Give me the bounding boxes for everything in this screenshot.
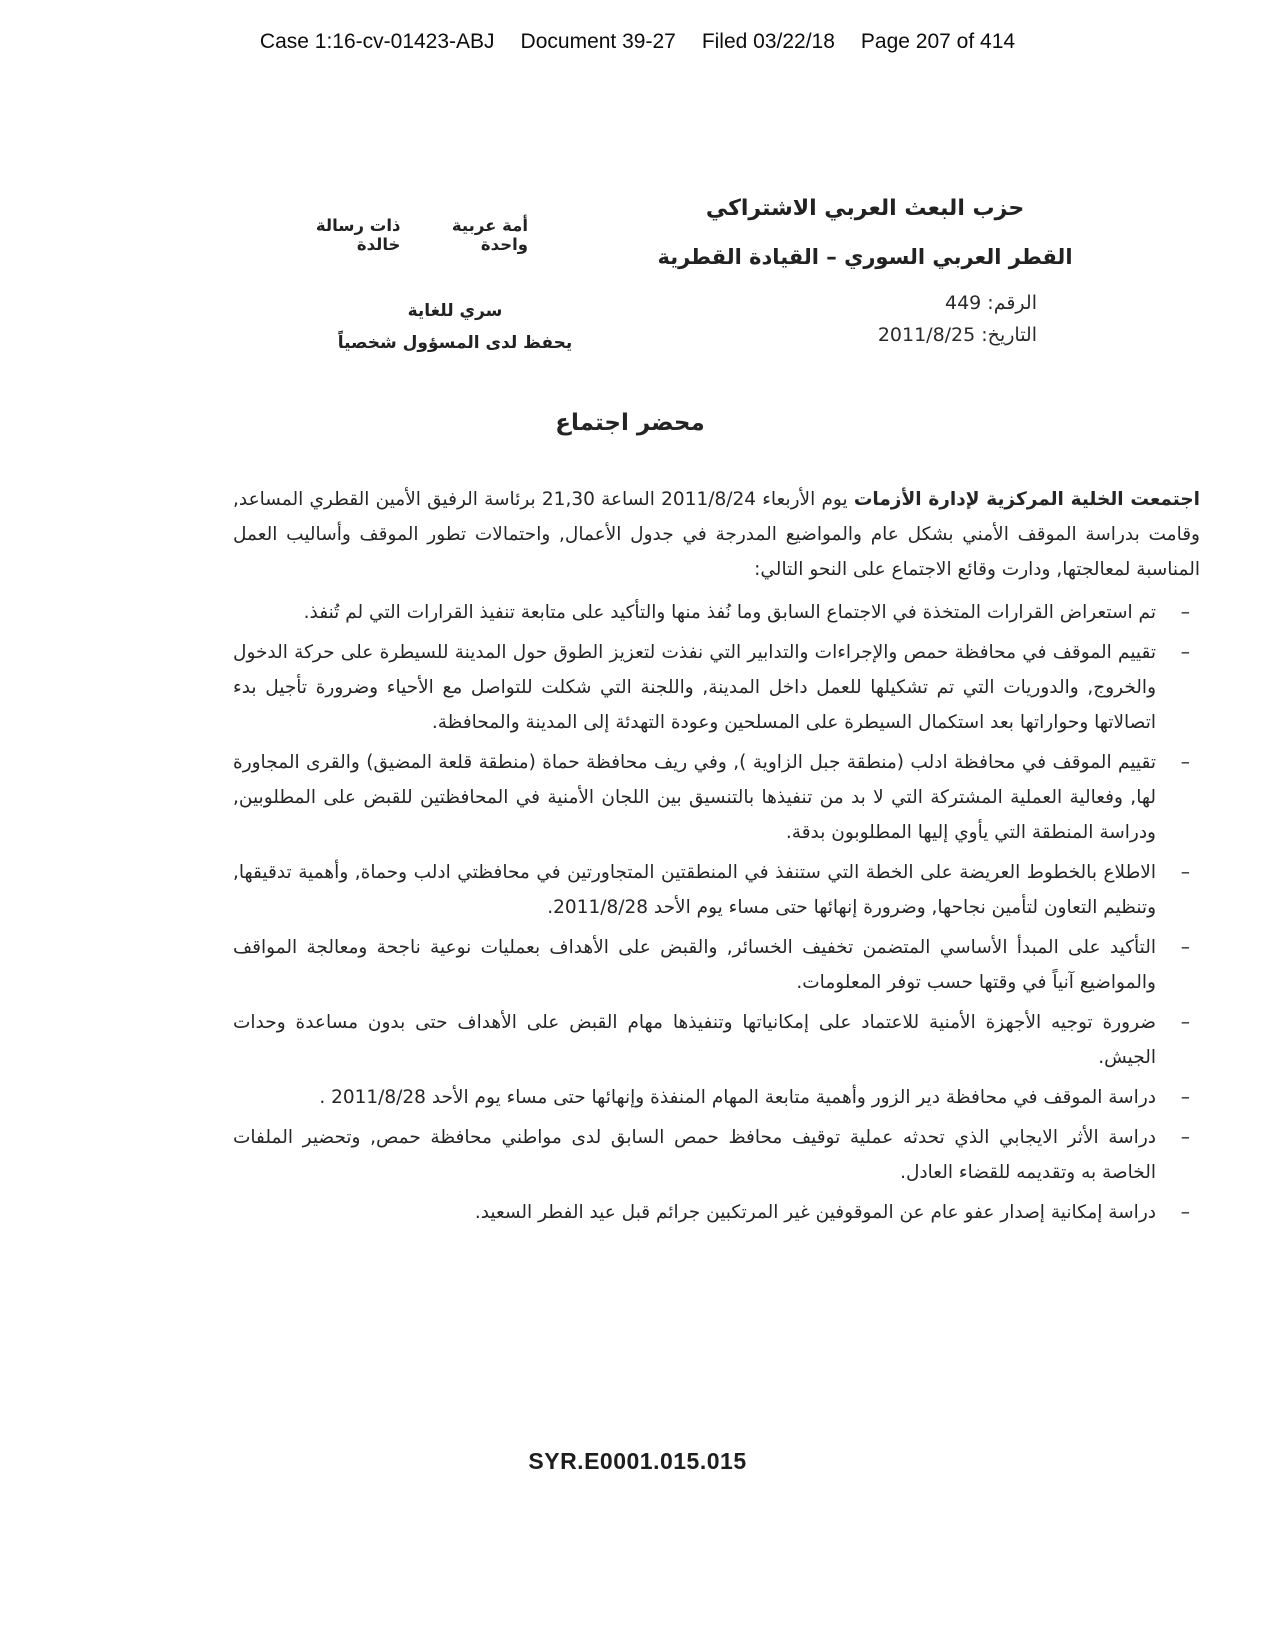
court-stamp-header (0, 30, 1275, 54)
bullet-dash: – (1180, 752, 1190, 773)
document-number: Document 39-27 (520, 30, 676, 53)
bullet-dash: – (1180, 862, 1190, 883)
intro-rest: يوم الأربعاء 2011/8/24 الساعة 21,30 برئاسة الرفيق الأمين القطري المساعد, وقامت بدراسة الموقف الأمني بشكل عام والمواضيع المدرجة في جدول الأعمال, واحتمالات تطور الموقف وأساليب العمل المناسبة لمعالجتها, ودارت وقائع الاجتماع على النحو التالي: (233, 489, 1200, 580)
motto-part-1: أمة عربية واحدة (451, 216, 528, 254)
bullet-dash: – (1180, 1087, 1190, 1108)
minute-item (233, 855, 1190, 925)
minute-text: تقييم الموقف في محافظة حمص والإجراءات والتدابير التي نفذت لتعزيز الطوق حول المدينة للسيطرة على حركة الدخول والخروج, والدوريات التي تم تشكيلها للعمل داخل المدينة, واللجنة التي شكلت للتواصل مع الأحياء وضرورة تأجيل بدء اتصالاتها وحواراتها بعد استكمال السيطرة على المسلحين وعودة التهدئة إلى المدينة والمحافظة. (233, 642, 1156, 733)
minute-text: دراسة الأثر الايجابي الذي تحدثه عملية توقيف محافظ حمص السابق لدى مواطني محافظة حمص, وتحضير الملفات الخاصة به وتقديمه للقضاء العادل. (233, 1127, 1156, 1183)
minutes-list (233, 595, 1200, 1230)
bullet-dash: – (1180, 937, 1190, 958)
page-number: Page 207 of 414 (860, 30, 1016, 53)
minute-text: تم استعراض القرارات المتخذة في الاجتماع السابق وما نُفذ منها والتأكيد على متابعة تنفيذ القرارات التي لم تُنفذ. (303, 602, 1156, 623)
ref-number: الرقم: 449 (945, 292, 1037, 314)
minute-text: دراسة الموقف في محافظة دير الزور وأهمية متابعة المهام المنفذة وإنهائها حتى مساء يوم الأحد 2011/8/28 . (319, 1087, 1156, 1108)
ref-date: التاريخ: 2011/8/25 (877, 324, 1037, 346)
secrecy-note: يحفظ لدى المسؤول شخصياً (337, 333, 573, 353)
motto (268, 216, 528, 254)
case-number: Case 1:16-cv-01423-ABJ (259, 30, 495, 53)
minute-text: الاطلاع بالخطوط العريضة على الخطة التي ستنفذ في المنطقتين المتجاورتين في محافظتي ادلب وحماة, وأهمية تدقيقها, وتنظيم التعاون لتأمين نجاحها, وضرورة إنهائها حتى مساء يوم الأحد 2011/8/28. (233, 862, 1156, 918)
party-name-line1: حزب البعث العربي الاشتراكي (705, 196, 1025, 221)
bates-number: SYR.E0001.015.015 (528, 1448, 747, 1474)
bullet-dash: – (1180, 642, 1190, 663)
document-body (233, 482, 1200, 1235)
minute-item (233, 635, 1190, 740)
bullet-dash: – (1180, 1127, 1190, 1148)
motto-part-2: ذات رسالة خالدة (315, 216, 401, 254)
intro-paragraph (233, 482, 1200, 587)
minute-text: ضرورة توجيه الأجهزة الأمنية للاعتماد على إمكانياتها وتنفيذها مهام القبض على الأهداف حتى بدون مساعدة وحدات الجيش. (233, 1012, 1156, 1068)
minute-item (233, 930, 1190, 1000)
document-title: محضر اجتماع (555, 410, 705, 436)
minute-item (233, 1120, 1190, 1190)
bullet-dash: – (1180, 1012, 1190, 1033)
minute-text: دراسة إمكانية إصدار عفو عام عن الموقوفين غير المرتكبين جرائم قبل عيد الفطر السعيد. (474, 1202, 1156, 1223)
minute-item (233, 1080, 1190, 1115)
intro-lead: اجتمعت الخلية المركزية لإدارة الأزمات (853, 489, 1201, 510)
minute-item (233, 595, 1190, 630)
minute-item (233, 1005, 1190, 1075)
minute-item (233, 745, 1190, 850)
filed-date: Filed 03/22/18 (701, 30, 835, 53)
bullet-dash: – (1180, 1202, 1190, 1223)
minute-item (233, 1195, 1190, 1230)
minute-text: تقييم الموقف في محافظة ادلب (منطقة جبل الزاوية ), وفي ريف محافظة حماة (منطقة قلعة المضيق) والقرى المجاورة لها, وفعالية العملية المشتركة التي لا بد من تنفيذها بالتنسيق بين اللجان الأمنية في المحافظتين للقبض على المطلوبين, ودراسة المنطقة التي يأوي إليها المطلوبون بدقة. (233, 752, 1156, 843)
secrecy-label: سري للغاية (407, 301, 503, 321)
minute-text: التأكيد على المبدأ الأساسي المتضمن تخفيف الخسائر, والقبض على الأهداف بعمليات نوعية ناجحة ومعالجة المواقف والمواضيع آنياً في وقتها حسب توفر المعلومات. (233, 937, 1156, 993)
party-name-line2: القطر العربي السوري – القيادة القطرية (657, 245, 1073, 269)
bullet-dash: – (1180, 602, 1190, 623)
